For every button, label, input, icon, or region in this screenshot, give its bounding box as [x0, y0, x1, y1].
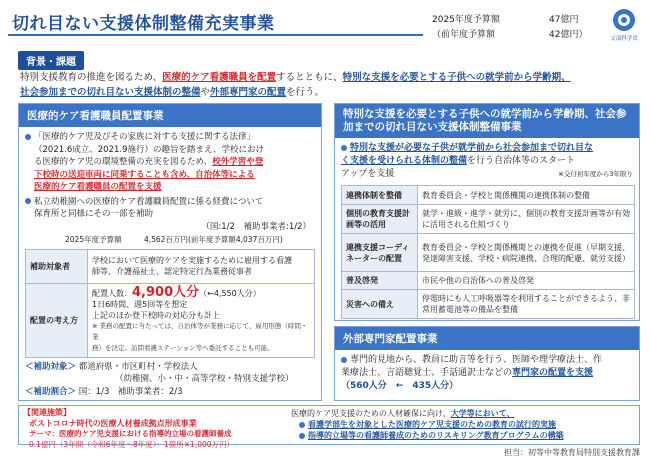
page-title: 切れ目ない支援体制整備充実事業 — [12, 14, 275, 34]
related-right-line-1: 医療的ケア児支援のための人材確保に向け、 — [291, 409, 451, 418]
budget-value-prev: 42億円） — [549, 30, 588, 40]
expert-panel — [334, 326, 640, 401]
row1-line-a: 学校において医療的ケアを実施するために雇用する看護 — [92, 256, 292, 265]
budget-label-prev: （前年度予算額 — [432, 30, 496, 40]
right-b1-highlight-2: く支援を受けられる体制の整備 — [341, 156, 468, 166]
table-cell-value — [88, 283, 315, 357]
bullet-icon — [25, 134, 31, 140]
row2-hours: 1日6時間、週5回等を想定 — [92, 299, 188, 309]
bullet-icon — [299, 433, 305, 439]
right-table — [341, 185, 635, 319]
subsidy-target-value-2: （幼稚園、小・中・高等学校・特別支援学校） — [115, 374, 294, 384]
bullet-icon — [299, 422, 305, 428]
table-cell-value: 停電時にも人工呼吸器等を利用することができるよう、非常用蓄電池等の備品を整備 — [418, 290, 635, 319]
related-program-budget: 0.1億円（3年間（令和6年度～8年度）：1箇所×1,000万円） — [29, 439, 235, 449]
ministry-logo — [604, 4, 644, 44]
row2-commute: 上記のほか登下校時の対応分も計上 — [92, 310, 220, 320]
left-b1-line-c: る医療的ケア児の — [34, 157, 103, 167]
table-cell-label: 連携支援コーディネーターの配置 — [342, 234, 418, 272]
subsidy-rate-label: ＜補助割合＞ — [25, 386, 77, 397]
related-right-highlight: 大学等において、 — [450, 409, 515, 418]
expert-highlight: 専門家の配置を支援 — [512, 368, 594, 378]
table-cell-value: 教育委員会・学校と関係機関の連携体制の整備 — [418, 186, 635, 205]
table-row — [342, 186, 635, 205]
left-panel — [18, 103, 322, 401]
right-bullet-1 — [341, 142, 633, 181]
bullet-icon — [341, 145, 347, 151]
right-panel-heading — [335, 104, 639, 138]
table-row — [342, 290, 635, 319]
table-cell-value — [88, 249, 315, 283]
table-cell-label: 災害への備え — [342, 290, 418, 319]
title-divider — [8, 34, 423, 36]
right-b1-line-d: アップを支援 — [341, 169, 395, 179]
left-b1-line-b: （2021.6成立、2021.9施行）の趣旨を踏まえ、学校におけ — [34, 144, 264, 155]
right-heading-line-1: 特別な支援を必要とする子供への就学前から学齢期、社会参 — [343, 108, 627, 120]
left-table — [25, 249, 315, 358]
bullet-icon — [25, 198, 31, 204]
bg-text-4: を行う。 — [286, 87, 325, 98]
bg-text-3: や — [200, 87, 211, 98]
related-tag: 【関連施策】 — [23, 408, 71, 417]
budget-label-current: 2025年度予算額 — [432, 15, 500, 25]
bg-highlight-support-1: 特別な支援を必要とする子供への就学前から学齢期、 — [342, 72, 571, 83]
related-program-theme: テーマ：医療的ケア児支援における指導的立場の看護師養成 — [29, 429, 232, 438]
left-subsidy-rate — [25, 386, 315, 399]
expert-line-b: 業療法士、言語聴覚士、手話通訳士などの — [341, 368, 513, 378]
left-b1-highlight-3: 医療的ケア看護職員の配置を支援 — [34, 182, 162, 192]
table-cell-label: 個別の教育支援計画等の活用 — [342, 205, 418, 234]
left-subsidy-target — [25, 361, 315, 374]
left-b1-highlight-2: 下校時の送迎車両に同乗することも含め、自治体等による — [34, 169, 255, 180]
row2-note-1: ※ 業務の配置に当たっては、自治体等が業務に応じて、雇用形態（時間・業 — [92, 321, 308, 341]
table-cell-value: 就学・進級・進学・就労に、個別の教育支援計画等が有効に活用される仕組づくり — [418, 205, 635, 234]
table-row — [26, 283, 315, 357]
expert-panel-heading: 外部専門家配置事業 — [335, 327, 639, 350]
row2-staff-label: 配置人数： — [92, 288, 132, 298]
subsidy-target-label: ＜補助対象＞ — [25, 361, 77, 372]
left-budget — [25, 234, 315, 247]
left-budget-value: 4,562百万円(前年度予算額4,037百万円) — [143, 235, 283, 244]
table-row — [342, 205, 635, 234]
row2-staff-prev: （←4,550人分） — [199, 288, 261, 298]
table-row — [26, 249, 315, 283]
bg-highlight-nurse: 医療的ケア看護職員を配置 — [162, 72, 277, 83]
table-cell-label: 補助対象者 — [26, 249, 88, 283]
ministry-logo-text: 文部科学省 — [610, 36, 638, 42]
related-right-item-2: 指導的立場等の看護師養成のためのリスキリング教育プログラムの構築 — [308, 431, 564, 440]
left-budget-label: 2025年度予算額 — [65, 235, 122, 244]
subsidy-target-value: 都道府県・市区町村・学校法人 — [78, 361, 198, 372]
right-b1-highlight-1: 特別な支援が必要な子供が就学前から社会参加まで切れ目な — [350, 143, 594, 153]
left-bullet-1 — [25, 131, 315, 194]
table-row — [342, 272, 635, 290]
left-b1-line-d: 環境整備の充実を図るため、 — [102, 157, 213, 167]
table-cell-value: 市民や他の自治体への普及啓発 — [418, 272, 635, 290]
row2-staff-count: 4,900人分 — [132, 284, 200, 300]
left-panel-heading: 医療的ケア看護職員配置事業 — [19, 104, 321, 127]
background-text — [20, 70, 640, 100]
right-panel — [334, 103, 640, 321]
left-b1-highlight-1: 校外学習や登 — [212, 157, 264, 167]
table-cell-label: 配置の考え方 — [26, 283, 88, 357]
row1-line-b: 師等、介護福祉士、認定特定行為業務従事者 — [92, 267, 252, 276]
bg-highlight-expert: 外部専門家の配置 — [210, 87, 287, 98]
related-right-item-1: 看護学部生を対象とした医療的ケア児支援のための教育の試行的実施 — [308, 420, 556, 429]
left-b1-line-a: 「医療的ケア児及びその家族に対する支援に関する法律」 — [34, 132, 256, 142]
expert-bullet — [335, 350, 639, 397]
bg-text-2: するとともに、 — [276, 72, 343, 83]
left-b2-ratio: （国:1/2 補助事業者:1/2） — [201, 221, 311, 232]
right-b1-note: ※交付初年度から3年限り — [558, 170, 633, 178]
right-b1-line-c: を行う自治体等のスタート — [467, 156, 576, 166]
row2-note-2: 務）を決定。訪問看護ステーション等へ委託することも可能。 — [92, 343, 274, 352]
table-cell-label: 普及啓発 — [342, 272, 418, 290]
table-row — [342, 234, 635, 272]
table-cell-value: 教育委員会・学校と関係機関との連携を促進（早期支援、発達障害支援、学校・病院連携、合理的配慮、就労支援） — [418, 234, 635, 272]
budget-value-current: 47億円 — [549, 15, 579, 25]
expert-line-a: 専門的見地から、教員に助言等を行う、医師や理学療法士、作 — [350, 355, 603, 365]
related-box — [18, 405, 640, 449]
bg-text-1: 特別支援教育の推進を図るため、 — [20, 72, 163, 83]
left-b2-line-a: 私立幼稚園への医療的ケア看護職員配置に係る経費について — [34, 196, 264, 207]
related-program-name: ポストコロナ時代の医療人材養成拠点形成事業 — [29, 418, 197, 428]
expert-count: （560人分 ← 435人分） — [341, 381, 459, 391]
background-tag: 背景・課題 — [18, 51, 84, 70]
subsidy-rate-value: 国：1/3 補助事業者：2/3 — [78, 386, 183, 397]
footer-contact: 担当：初等中等教育局特別支援教育課 — [504, 448, 640, 457]
bg-highlight-support-2: 社会参加までの切れ目ない支援体制の整備 — [20, 87, 201, 98]
bullet-icon — [341, 357, 347, 363]
left-bullet-2 — [25, 196, 315, 234]
right-heading-line-2: 加までの切れ目ない支援体制整備事業 — [343, 121, 522, 133]
table-cell-label: 連携体制を整備 — [342, 186, 418, 205]
left-b2-line-b: 保育所と同様にその一部を補助 — [34, 209, 154, 219]
